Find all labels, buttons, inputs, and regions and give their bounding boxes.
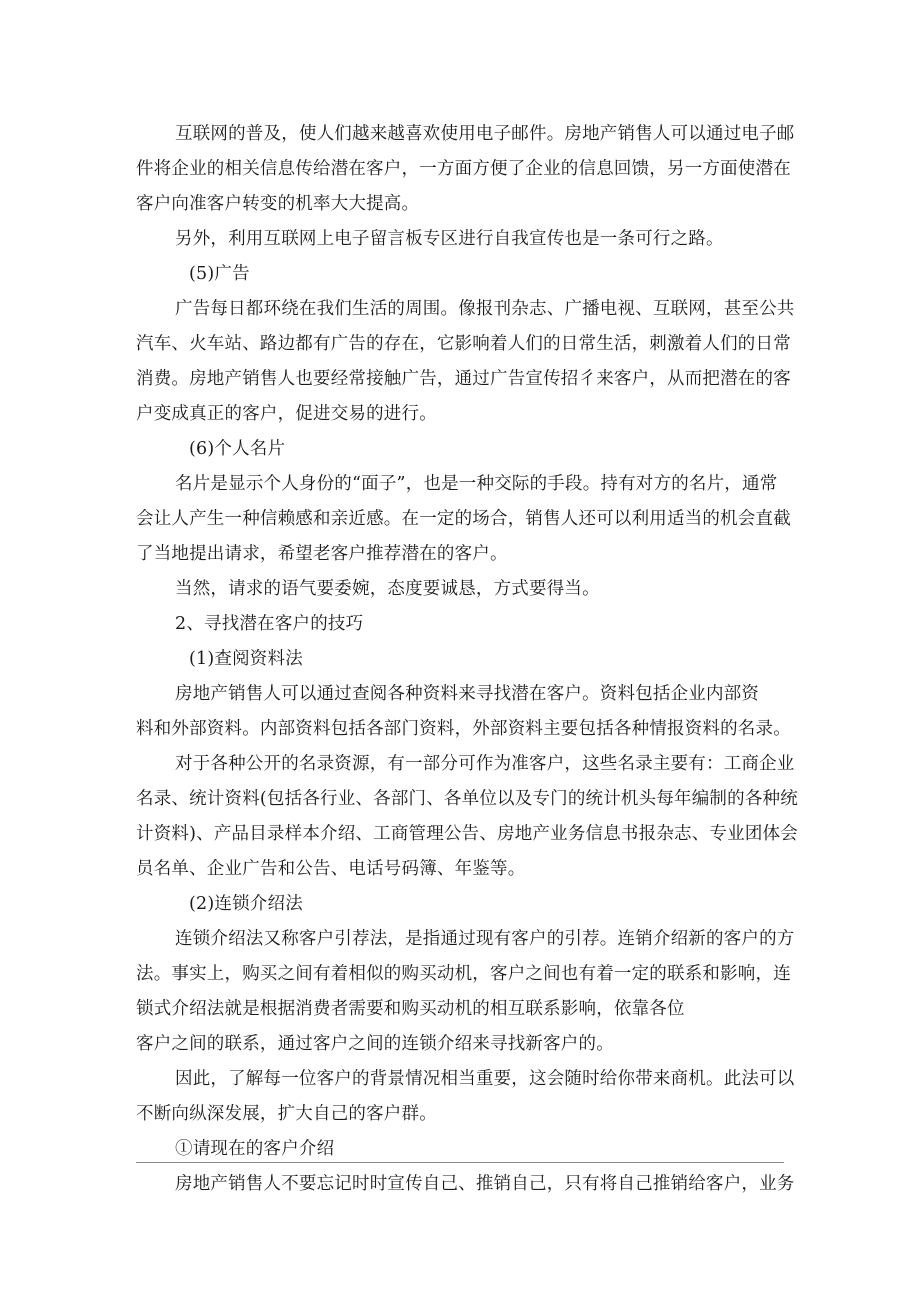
text-line: 房地产销售人不要忘记时时宣传自己、推销自己，只有将自己推销给客户，业务 [175, 1174, 795, 1194]
horizontal-rule [136, 1162, 784, 1163]
text-line: 对于各种公开的名录资源，有一部分可作为准客户，这些名录主要有：工商企业 [175, 754, 795, 774]
text-line: 名片是显示个人身份的“面子”，也是一种交际的手段。持有对方的名片，通常 [175, 474, 778, 494]
text-line: 汽车、火车站、路边都有广告的存在，它影响着人们的日常生活，刺激着人们的日常 [136, 334, 791, 354]
text-line: 不断向纵深发展，扩大自己的客户群。 [136, 1104, 437, 1124]
text-line: 会让人产生一种信赖感和亲近感。在一定的场合，销售人还可以利用适当的机会直截 [136, 509, 791, 529]
text-line: 连锁介绍法又称客户引荐法，是指通过现有客户的引荐。连销介绍新的客户的方 [175, 929, 795, 949]
section-heading: ①请现在的客户介绍 [175, 1139, 335, 1159]
section-heading: (6)个人名片 [189, 439, 286, 459]
section-heading: 2、寻找潜在客户的技巧 [175, 614, 364, 634]
text-line: 广告每日都环绕在我们生活的周围。像报刊杂志、广播电视、互联网，甚至公共 [175, 299, 795, 319]
section-heading: (5)广告 [189, 264, 250, 284]
text-line: 料和外部资料。内部资料包括各部门资料，外部资料主要包括各种情报资料的名录。 [136, 719, 791, 739]
text-line: 件将企业的相关信息传给潜在客户，一方面方便了企业的信息回馈，另一方面使潜在 [136, 159, 791, 179]
text-line: 名录、统计资料(包括各行业、各部门、各单位以及专门的统计机头每年编制的各种统 [136, 789, 798, 809]
text-line: 客户向准客户转变的机率大大提高。 [136, 194, 420, 214]
section-heading: (1)查阅资料法 [189, 649, 303, 669]
text-line: 因此，了解每一位客户的背景情况相当重要，这会随时给你带来商机。此法可以 [175, 1069, 795, 1089]
section-heading: (2)连锁介绍法 [189, 894, 303, 914]
text-line: 了当地提出请求，希望老客户推荐潜在的客户。 [136, 544, 508, 564]
text-line: 法。事实上，购买之间有着相似的购买动机，客户之间也有着一定的联系和影响，连 [136, 964, 791, 984]
text-line: 消费。房地产销售人也要经常接触广告，通过广告宣传招彳来客户，从而把潜在的客 [136, 369, 791, 389]
text-line: 计资料)、产品目录样本介绍、工商管理公告、房地产业务信息书报杂志、专业团体会 [136, 824, 798, 844]
text-line: 锁式介绍法就是根据消费者需要和购买动机的相互联系影响，依靠各位 [136, 999, 685, 1019]
text-line: 当然，请求的语气要委婉，态度要诚恳，方式要得当。 [175, 579, 600, 599]
text-line: 员名单、企业广告和公告、电话号码簿、年鉴等。 [136, 859, 526, 879]
text-line: 户变成真正的客户，促进交易的进行。 [136, 404, 437, 424]
text-line: 房地产销售人可以通过查阅各种资料来寻找潜在客户。资料包括企业内部资 [175, 684, 760, 704]
text-line: 互联网的普及，使人们越来越喜欢使用电子邮件。房地产销售人可以通过电子邮 [175, 124, 795, 144]
text-line: 客户之间的联系，通过客户之间的连锁介绍来寻找新客户的。 [136, 1034, 614, 1054]
text-line: 另外，利用互联网上电子留言板专区进行自我宣传也是一条可行之路。 [175, 229, 724, 249]
